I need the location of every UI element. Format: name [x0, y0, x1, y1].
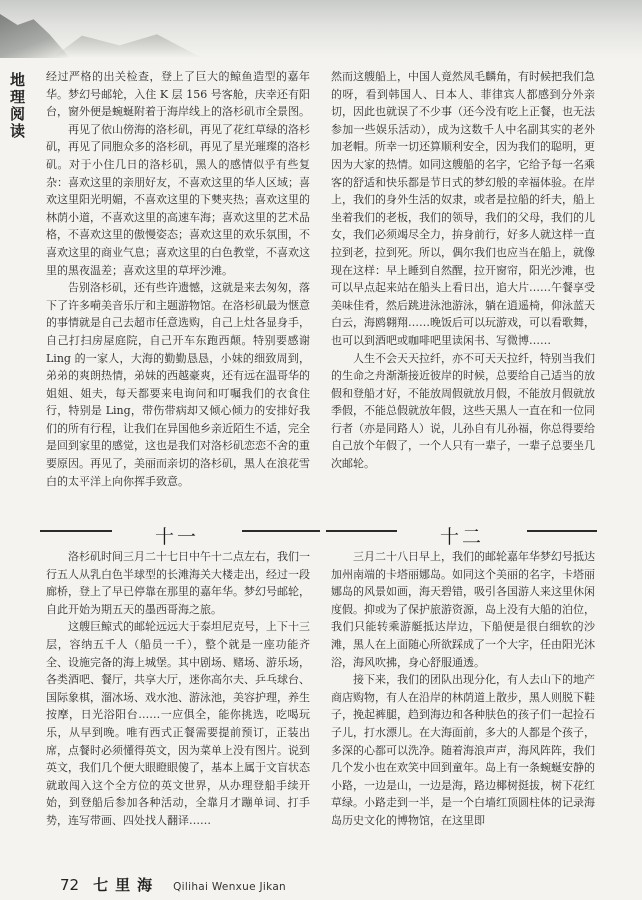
chapter-divider-line: [242, 530, 320, 532]
header-banner: [0, 0, 642, 58]
page-footer: [60, 874, 286, 894]
paragraph: 三月二十八日早上，我们的邮轮嘉年华梦幻号抵达加州南端的卡塔丽娜岛。如同这个美丽的名字，卡塔丽娜岛的风景如画，海天碧错，吸引各国游人来这里休闲度假。抑或为了保护旅游资源，岛上没有大船的泊位，我们只能转乘游艇抵达岸边，下船便是很白细软的沙滩，黑人在上面随心所欲踩成了一个大字，任由阳光沐浴，海风吹拂，身心舒服通透。: [331, 550, 595, 669]
paragraph: 接下来，我们的团队出现分化，有人去山下的地产商店购物，有人在沿岸的林荫道上散步，黑人则脱下鞋子，挽起裤腿，趋到海边和各种肤色的孩子们一起捡石子儿，打水漂儿。在大海面前，多大的人都是个孩子，多深的心都可以洗净。随着海浪声声，海风阵阵，我们几个发小也在欢笑中回到童年。岛上有一条蜿蜒安静的小路，一边是山，一边是海，路边椰树挺拔，树下花红草绿。小路走到一半，是一个白墙红顶圆柱体的记录海岛历史文化的博物馆，在这里即: [331, 673, 595, 827]
mountain-landscape-decoration: [0, 14, 70, 58]
chapter-divider-line: [326, 530, 397, 532]
paragraph: 然而这艘船上，中国人竟然凤毛麟角，有时候把我们急的呀，看到韩国人、日本人、菲律宾人都感到分外亲切，因此也就误了不少事（还今没有吃上正餐，也无法参加一些娱乐活动），成为这数千人中名副其实的老外加老帽。所幸一切还算顺利安全，因为我们的聪明，更因为大家的热情。如同这艘船的名字，它给予每一名乘客的舒适和快乐都是节日式的梦幻般的幸福体验。在岸上，我们的身外生活的奴隶，或者是拉船的纤夫，船上坐着我们的老板，我们的领导，我们的父母，我们的儿女，我们必须竭尽全力，拚身前行，好多人就这样一直拉到老，拉到死。所以，偶尔我们也应当在船上，就像现在这样：早上睡到自然醒，拉开窗帘，阳光沙滩，也可以早点起来站在船头上看日出，追大片……午餐享受美味佳肴，然后跳进泳池游泳，躺在逍遥椅，仰泳蓝天白云，海鸥翱翔……晚饭后可以玩游戏，可以看歌舞，也可以到酒吧或咖啡吧里读闲书、写微博……: [331, 70, 595, 347]
bottom-left-column: [46, 548, 310, 830]
chapter-heading-11: 十一: [154, 526, 199, 548]
bottom-right-column: [331, 548, 595, 830]
chapter-divider-line: [40, 530, 112, 532]
magazine-title: 七里海: [93, 876, 160, 894]
magazine-title-pinyin: Qilihai Wenxue Jikan: [173, 881, 287, 893]
paragraph: 再见了依山傍海的洛杉矶，再见了花红草绿的洛杉矶，再见了同胞众多的洛杉矶，再见了星光璀璨的洛杉矶。对于小住几日的洛杉矶，黑人的感情似乎有些复杂：喜欢这里的亲朋好友，不喜欢这里的华人区域；喜欢这里阳光明媚，不喜欢这里的下僰夹热；喜欢这里的林荫小道，不喜欢这里的高速车海；喜欢这里的艺术品格，不喜欢这里的傲慢姿态；喜欢这里的欢乐氛围，不喜欢这里的商业气息；喜欢这里的白色教堂，不喜欢这里的黑夜温差；喜欢这里的草坪沙滩。: [46, 122, 310, 277]
paragraph: 经过严格的出关检查，登上了巨大的鲸鱼造型的嘉年华。梦幻号邮轮，入住 K 层 156 号客舱，庆幸还有阳台，窗外便是蜿蜒附着于海岸线上的洛杉矶市全景图。: [46, 70, 310, 119]
paragraph: 人生不会天天拉纤，亦不可天天拉纤，特别当我们的生命之舟渐渐接近彼岸的时候，总要给自己适当的放假和登船才好，不能放周假就放月假，不能放月假就放季假，不能总假就放年假，这些天黑人一直在和一位同行者（亦是同路人）说，儿孙自有儿孙福，你总得要给自己放个年假了，一个人只有一辈子，一辈子总要坐几次邮轮。: [331, 351, 595, 471]
paragraph: 这艘巨鲸式的邮轮远远大于泰坦尼克号，上下十三层，容纳五千人（船员一千），整个就是一座功能齐全、设施完备的海上城堡。其中剧场、赌场、游乐场，各类酒吧、餐厅，共享大厅，迷你高尔夫、乒乓球台、国际象棋，溜冰场、戏水池、游泳池，美容护理，养生按摩，日光浴阳台……一应俱全，能你挑选，吃喝玩乐，从早到晚。唯有西式正餐需要提前预订，正装出席，点餐时必须懂得英文，因为菜单上没有图片。说到英文，我们几个便大眼瞪眼傻了，基本上属于文盲状态就敢闯入这个全方位的英文世界，从办理登船手续开始，到登船后参加各种活动，全靠月才蹦单词、打手势，连写带画、四处找人翻译……: [46, 620, 310, 827]
page-number: 72: [60, 876, 80, 894]
paragraph: 洛杉矶时间三月二十七日中午十二点左右，我们一行五人从乳白色半球型的长滩海关大楼走出，经过一段廊桥，登上了早已停靠在那里的嘉年华。梦幻号邮轮，自此开始为期五天的墨西哥海之旅。: [46, 550, 310, 616]
chapter-heading-12: 十二: [439, 526, 484, 548]
mountain-landscape-decoration: [52, 30, 202, 58]
paragraph: 告别洛杉矶，还有些许遗憾，这就是来去匆匆，落下了许多嗬美音乐厅和主题游物馆。在洛杉矶最为惬意的事情就是自己去超市任意选购，自己上灶各显身手，自己打扫房屋庭院，自己开车东跑西颠。特别要感谢 Ling 的一家人，大海的勤勤恳恳，小妹的细致周到，弟弟的爽朗热情，弟妹的西越豪爽，还有远在温哥华的姐姐、姐夫，每天都要来电询问和叮嘱我们的衣食住行，特别是 Ling，带伤带病却又倾心倾力的安排好我们的所有行程，让我们在异国他乡亲近陌生不适，完全是回到家里的感觉，这也是我们对洛杉矶恋恋不舍的重要原因。再见了，美丽而亲切的洛杉矶，黑人在浪花雪白的太平洋上向你挥手致意。: [46, 281, 310, 488]
top-left-column: [46, 68, 310, 490]
section-label: 地理阅读: [8, 72, 26, 140]
top-right-column: [331, 68, 595, 473]
chapter-divider-line: [527, 530, 597, 532]
